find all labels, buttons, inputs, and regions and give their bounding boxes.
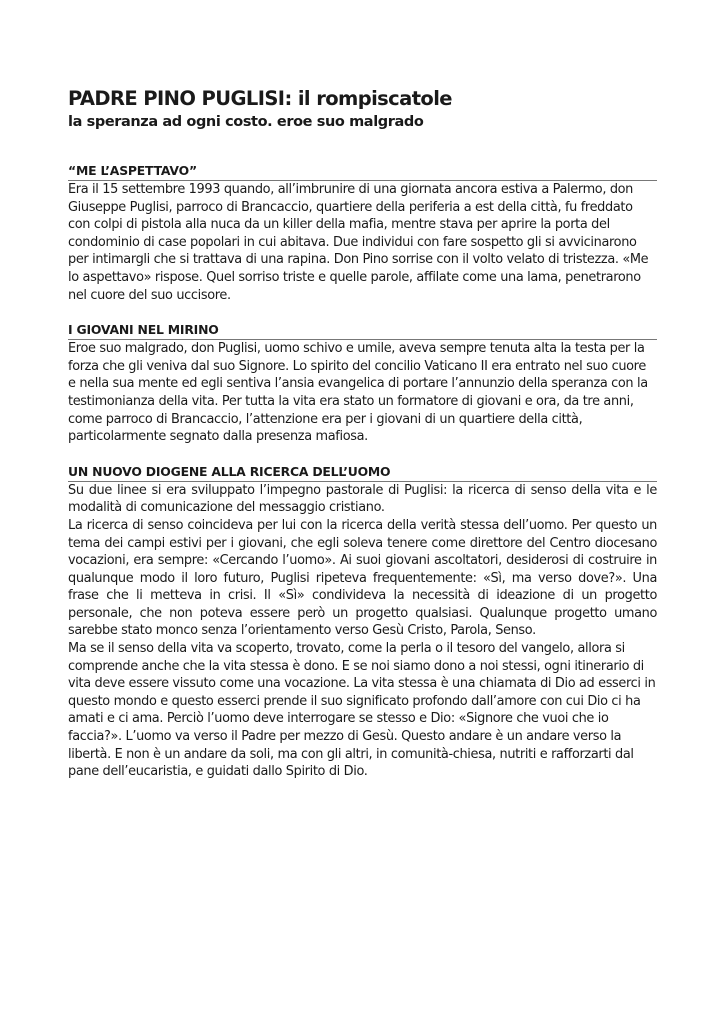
- section-nuovo-diogene: [68, 464, 657, 781]
- section-paragraph: Eroe suo malgrado, don Puglisi, uomo schivo e umile, aveva sempre tenuta alta la testa per la forza che gli veniva dal suo Signore. Lo spirito del concilio Vaticano II era entrato nel suo cuore e nella sua mente ed egli sentiva l’ansia evangelica di portare l’annunzio della speranza con la testimonianza della vita. Per tutta la vita era stato un formatore di giovani e ora, da tre anni, come parroco di Brancaccio, l’attenzione era per i giovani di un quartiere della città, particolarmente segnato dalla presenza mafiosa.: [68, 341, 648, 445]
- section-giovani-nel-mirino: [68, 322, 657, 446]
- section-heading: UN NUOVO DIOGENE ALLA RICERCA DELL’UOMO: [68, 464, 657, 482]
- section-paragraph: La ricerca di senso coincideva per lui con la ricerca della verità stessa dell’uomo. Per questo un tema dei campi estivi per i giovani, che egli soleva tenere come direttore del Centro diocesano vocazioni, era sempre: «Cercando l’uomo». Ai suoi giovani ascoltatori, desiderosi di costruire in qualunque modo il loro futuro, Puglisi ripeteva frequentemente: «Sì, ma verso dove?». Una frase che li metteva in crisi. Il «Sì» condivideva la necessità di ideazione di un progetto personale, che non poteva essere però un progetto qualsiasi. Qualunque progetto umano sarebbe stato monco senza l’orientamento verso Gesù Cristo, Parola, Senso.: [68, 517, 657, 639]
- section-heading: “ME L’ASPETTAVO”: [68, 163, 657, 181]
- document-page: [68, 86, 657, 781]
- section-heading: I GIOVANI NEL MIRINO: [68, 322, 657, 340]
- section-paragraph: Su due linee si era sviluppato l’impegno pastorale di Puglisi: la ricerca di senso della vita e le modalità di comunicazione del messaggio cristiano.: [68, 482, 657, 516]
- section-me-lo-aspettavo: [68, 163, 657, 304]
- section-paragraph: Ma se il senso della vita va scoperto, trovato, come la perla o il tesoro del vangelo, allora si comprende anche che la vita stessa è dono. E se noi siamo dono a noi stessi, ogni itinerario di vita deve essere vissuto come una vocazione. La vita stessa è una chiamata di Dio ad esserci in questo mondo e questo esserci prende il suo significato profondo dall’amore con cui Dio ci ha amati e ci ama. Perciò l’uomo deve interrogare se stesso e Dio: «Signore che vuoi che io faccia?». L’uomo va verso il Padre per mezzo di Gesù. Questo andare è un andare verso la libertà. E non è un andare da soli, ma con gli altri, in comunità-chiesa, nutriti e rafforzarti dal pane dell’eucaristia, e guidati dallo Spirito di Dio.: [68, 641, 656, 780]
- section-paragraph: Era il 15 settembre 1993 quando, all’imbrunire di una giornata ancora estiva a Palermo, don Giuseppe Puglisi, parroco di Brancaccio, quartiere della periferia a est della città, fu freddato con colpi di pistola alla nuca da un killer della mafia, mentre stava per aprire la porta del condominio di case popolari in cui abitava. Due individui con fare sospetto gli si avvicinarono per intimargli che si trattava di una rapina. Don Pino sorrise con il volto velato di tristezza. «Me lo aspettavo» rispose. Quel sorriso triste e quelle parole, affilate come una lama, penetrarono nel cuore del suo uccisore.: [68, 182, 649, 303]
- document-title: PADRE PINO PUGLISI: il rompiscatole: [68, 87, 452, 110]
- document-subtitle: la speranza ad ogni costo. eroe suo malgrado: [68, 114, 424, 130]
